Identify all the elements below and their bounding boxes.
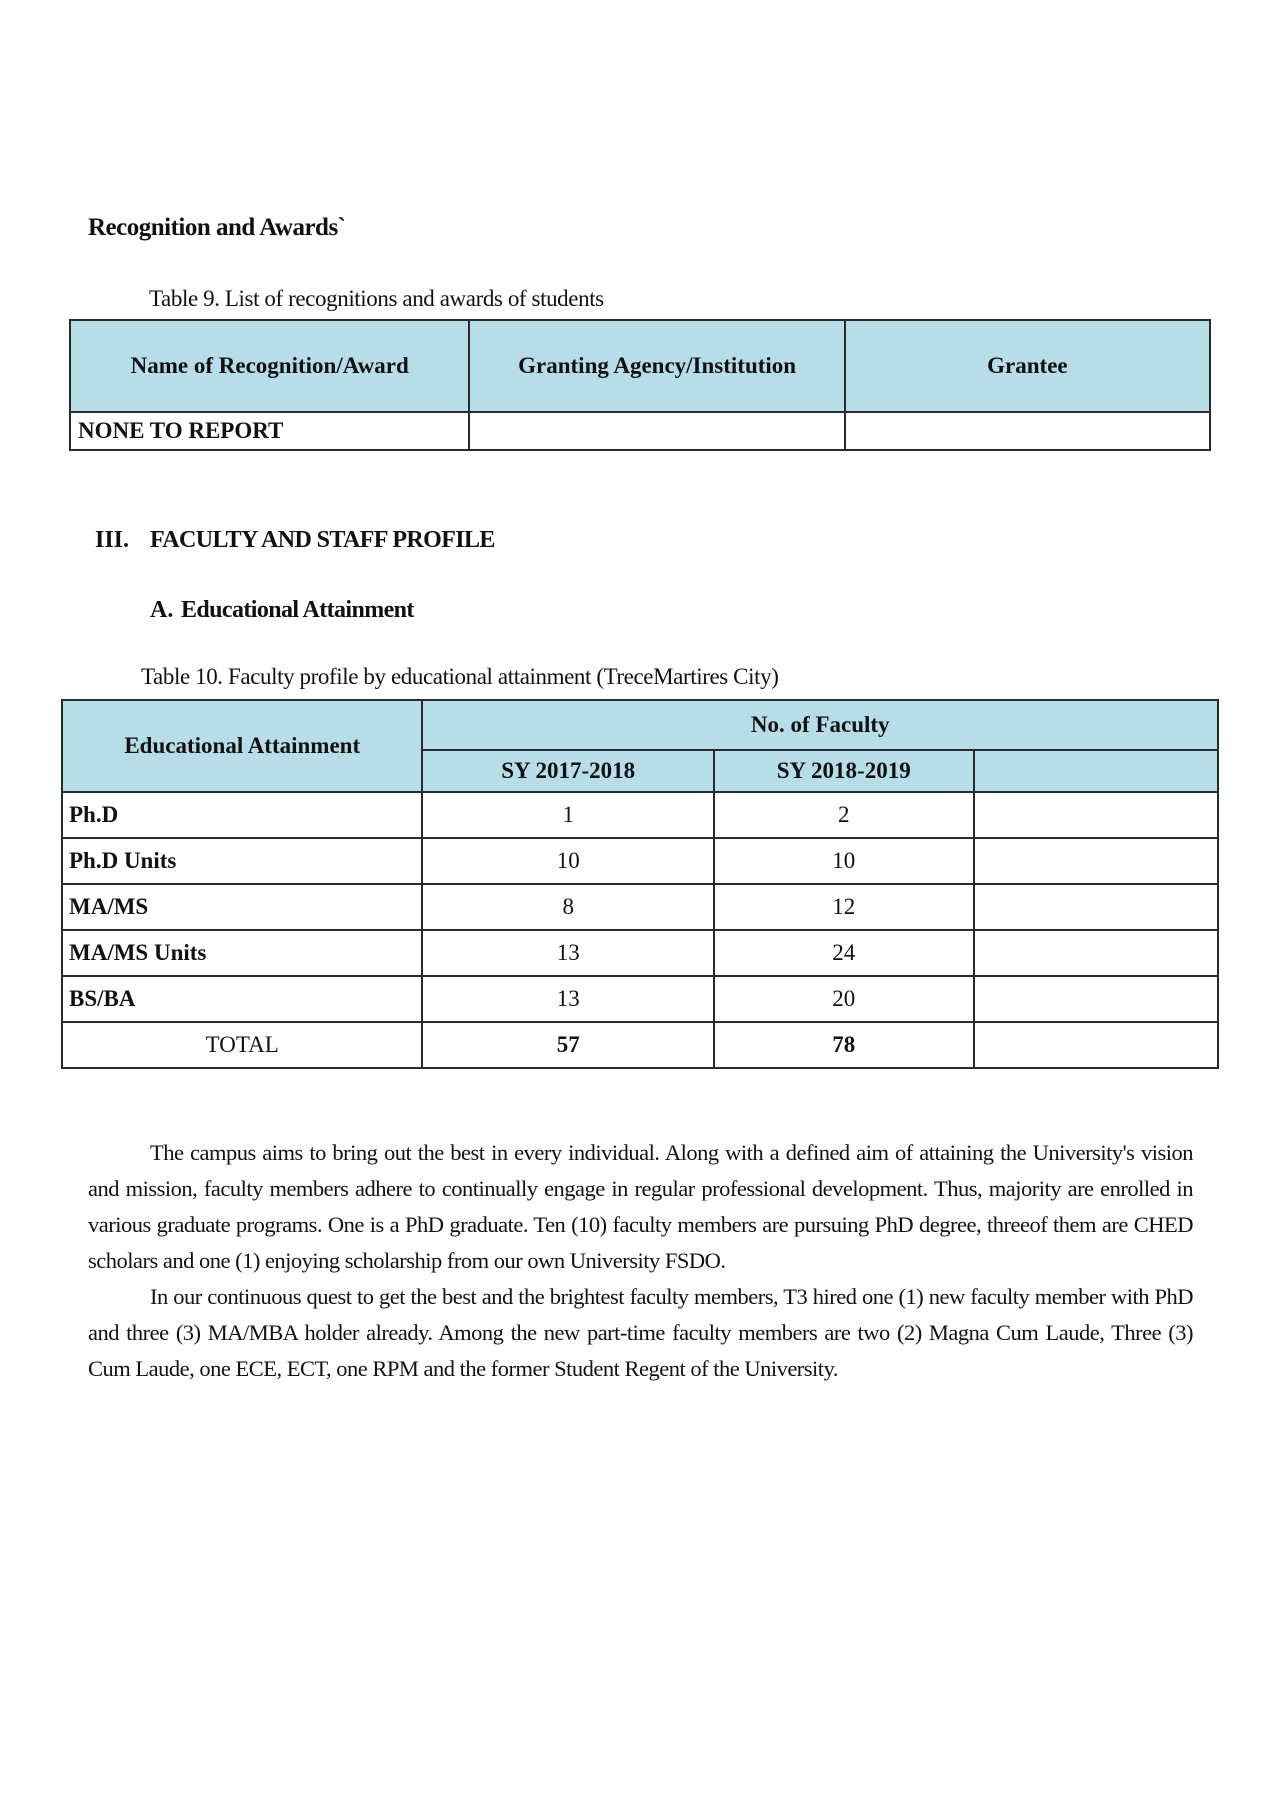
table-header-row bbox=[70, 320, 1210, 412]
table-header-row bbox=[62, 700, 1218, 750]
row-label: BS/BA bbox=[62, 976, 422, 1022]
faculty-profile-table bbox=[61, 699, 1219, 1069]
row-label: Ph.D bbox=[62, 792, 422, 838]
table-row bbox=[62, 930, 1218, 976]
table-cell: 13 bbox=[422, 930, 713, 976]
table-row bbox=[62, 976, 1218, 1022]
subsection-title: Educational Attainment bbox=[181, 597, 414, 623]
table-cell bbox=[974, 884, 1219, 930]
subsection-letter: A. bbox=[150, 597, 174, 623]
column-header bbox=[974, 750, 1219, 792]
table-cell bbox=[974, 976, 1219, 1022]
table-row bbox=[62, 884, 1218, 930]
column-group-header: No. of Faculty bbox=[422, 700, 1218, 750]
recognitions-table bbox=[69, 319, 1211, 451]
table-cell: 24 bbox=[714, 930, 974, 976]
column-header: SY 2018-2019 bbox=[714, 750, 974, 792]
table-cell: 1 bbox=[422, 792, 713, 838]
table10-caption: Table 10. Faculty profile by educational attainment (TreceMartires City) bbox=[141, 664, 779, 689]
table-total-row bbox=[62, 1022, 1218, 1068]
table-cell: NONE TO REPORT bbox=[70, 412, 469, 450]
section-title: FACULTY AND STAFF PROFILE bbox=[150, 527, 495, 553]
table-cell bbox=[974, 930, 1219, 976]
column-header: SY 2017-2018 bbox=[422, 750, 713, 792]
section-numeral: III. bbox=[95, 527, 130, 553]
table-cell bbox=[469, 412, 844, 450]
table-cell: 12 bbox=[714, 884, 974, 930]
table-cell: 10 bbox=[714, 838, 974, 884]
total-cell: 57 bbox=[422, 1022, 713, 1068]
table-cell: 20 bbox=[714, 976, 974, 1022]
column-header: Educational Attainment bbox=[62, 700, 422, 792]
table-row bbox=[62, 838, 1218, 884]
row-label: Ph.D Units bbox=[62, 838, 422, 884]
body-paragraph: In our continuous quest to get the best and the brightest faculty members, T3 hired one (1) new faculty member with PhD and three (3) MA/MBA holder already. Among the new part-time faculty members are two (2) Magna Cum Laude, Three (3) Cum Laude, one ECE, ECT, one RPM and the former Student Regent of the University. bbox=[88, 1283, 1193, 1381]
column-header: Grantee bbox=[845, 320, 1210, 412]
row-label: MA/MS Units bbox=[62, 930, 422, 976]
table-cell bbox=[974, 838, 1219, 884]
table-cell bbox=[845, 412, 1210, 450]
recognition-heading: Recognition and Awards` bbox=[88, 214, 346, 241]
column-header: Name of Recognition/Award bbox=[70, 320, 469, 412]
total-label: TOTAL bbox=[62, 1022, 422, 1068]
table-cell: 13 bbox=[422, 976, 713, 1022]
column-header: Granting Agency/Institution bbox=[469, 320, 844, 412]
table-row bbox=[70, 412, 1210, 450]
table-row bbox=[62, 792, 1218, 838]
body-paragraph: The campus aims to bring out the best in every individual. Along with a defined aim of attaining the University's vision and mission, faculty members adhere to continually engage in regular professional development. Thus, majority are enrolled in various graduate programs. One is a PhD graduate. Ten (10) faculty members are pursuing PhD degree, threeof them are CHED scholars and one (1) enjoying scholarship from our own University FSDO. bbox=[88, 1139, 1193, 1273]
total-cell bbox=[974, 1022, 1219, 1068]
total-cell: 78 bbox=[714, 1022, 974, 1068]
table-cell: 8 bbox=[422, 884, 713, 930]
table-cell bbox=[974, 792, 1219, 838]
table-cell: 2 bbox=[714, 792, 974, 838]
row-label: MA/MS bbox=[62, 884, 422, 930]
table9-caption: Table 9. List of recognitions and awards of students bbox=[149, 286, 604, 311]
table-cell: 10 bbox=[422, 838, 713, 884]
